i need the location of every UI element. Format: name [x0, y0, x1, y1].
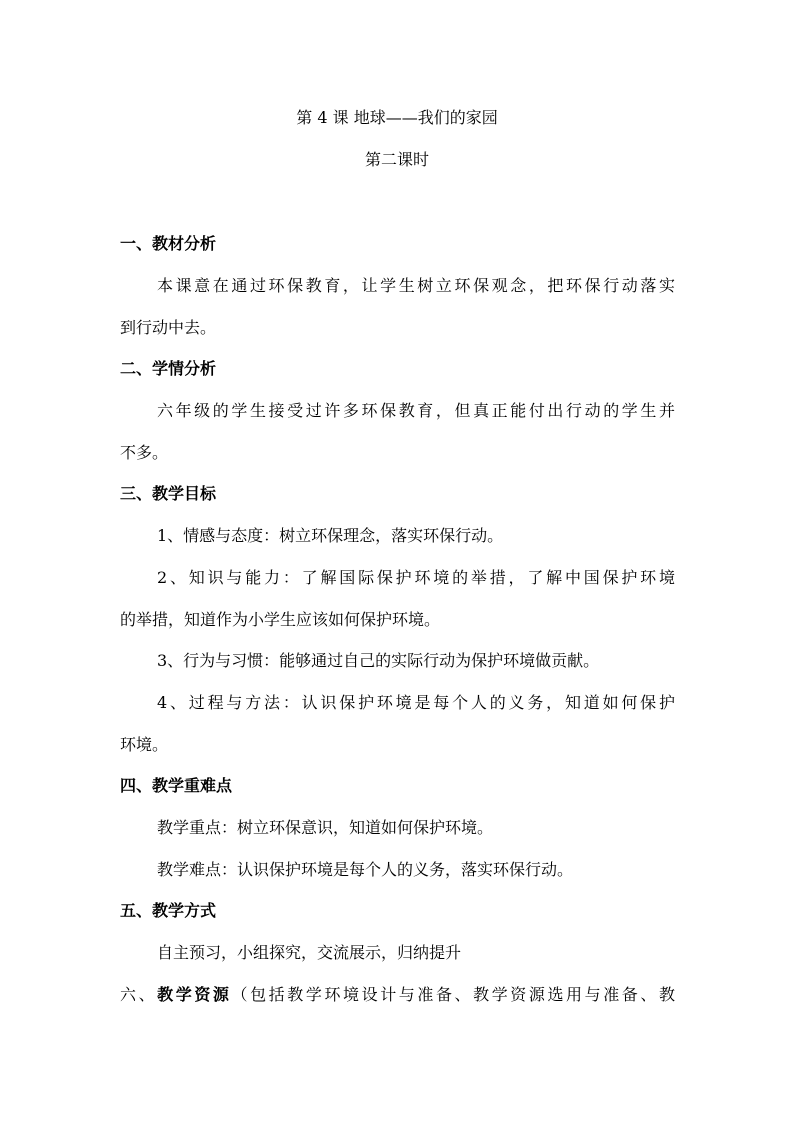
- paragraph-line: 2、知识与能力：了解国际保护环境的举措，了解中国保护环境: [157, 568, 675, 587]
- paragraph-line: 教学难点：认识保护环境是每个人的义务，落实环保行动。: [157, 860, 574, 879]
- paragraph-line: 本课意在通过环保教育，让学生树立环保观念，把环保行动落实: [157, 276, 675, 295]
- paragraph-line: 到行动中去。: [120, 318, 217, 337]
- heading-prefix: 六、: [120, 985, 158, 1004]
- section-heading-4: 四、教学重难点: [120, 776, 233, 795]
- paragraph-line: 环境。: [120, 735, 169, 754]
- lesson-subtitle: 第二课时: [364, 150, 429, 169]
- lesson-title: 第 4 课 地球——我们的家园: [296, 108, 498, 127]
- paragraph-line: 不多。: [120, 443, 169, 462]
- paragraph-line: 3、行为与习惯：能够通过自己的实际行动为保护环境做贡献。: [157, 651, 600, 670]
- heading-bold-text: 教学资源: [157, 985, 232, 1004]
- section-heading-5: 五、教学方式: [120, 901, 217, 920]
- paragraph-line: 的举措，知道作为小学生应该如何保护环境。: [120, 610, 441, 629]
- section-heading-6: [120, 985, 675, 1005]
- heading-rest-text: （包括教学环境设计与准备、教学资源选用与准备、教: [231, 985, 675, 1004]
- paragraph-line: 六年级的学生接受过许多环保教育，但真正能付出行动的学生并: [157, 401, 675, 420]
- paragraph-line: 教学重点：树立环保意识，知道如何保护环境。: [157, 818, 494, 837]
- paragraph-line: 4、过程与方法：认识保护环境是每个人的义务，知道如何保护: [157, 693, 675, 712]
- paragraph-line: 自主预习，小组探究，交流展示，归纳提升: [157, 943, 462, 962]
- section-heading-1: 一、教材分析: [120, 234, 217, 253]
- section-heading-3: 三、教学目标: [120, 484, 217, 503]
- paragraph-line: 1、情感与态度：树立环保理念，落实环保行动。: [157, 526, 504, 545]
- section-heading-2: 二、学情分析: [120, 359, 217, 378]
